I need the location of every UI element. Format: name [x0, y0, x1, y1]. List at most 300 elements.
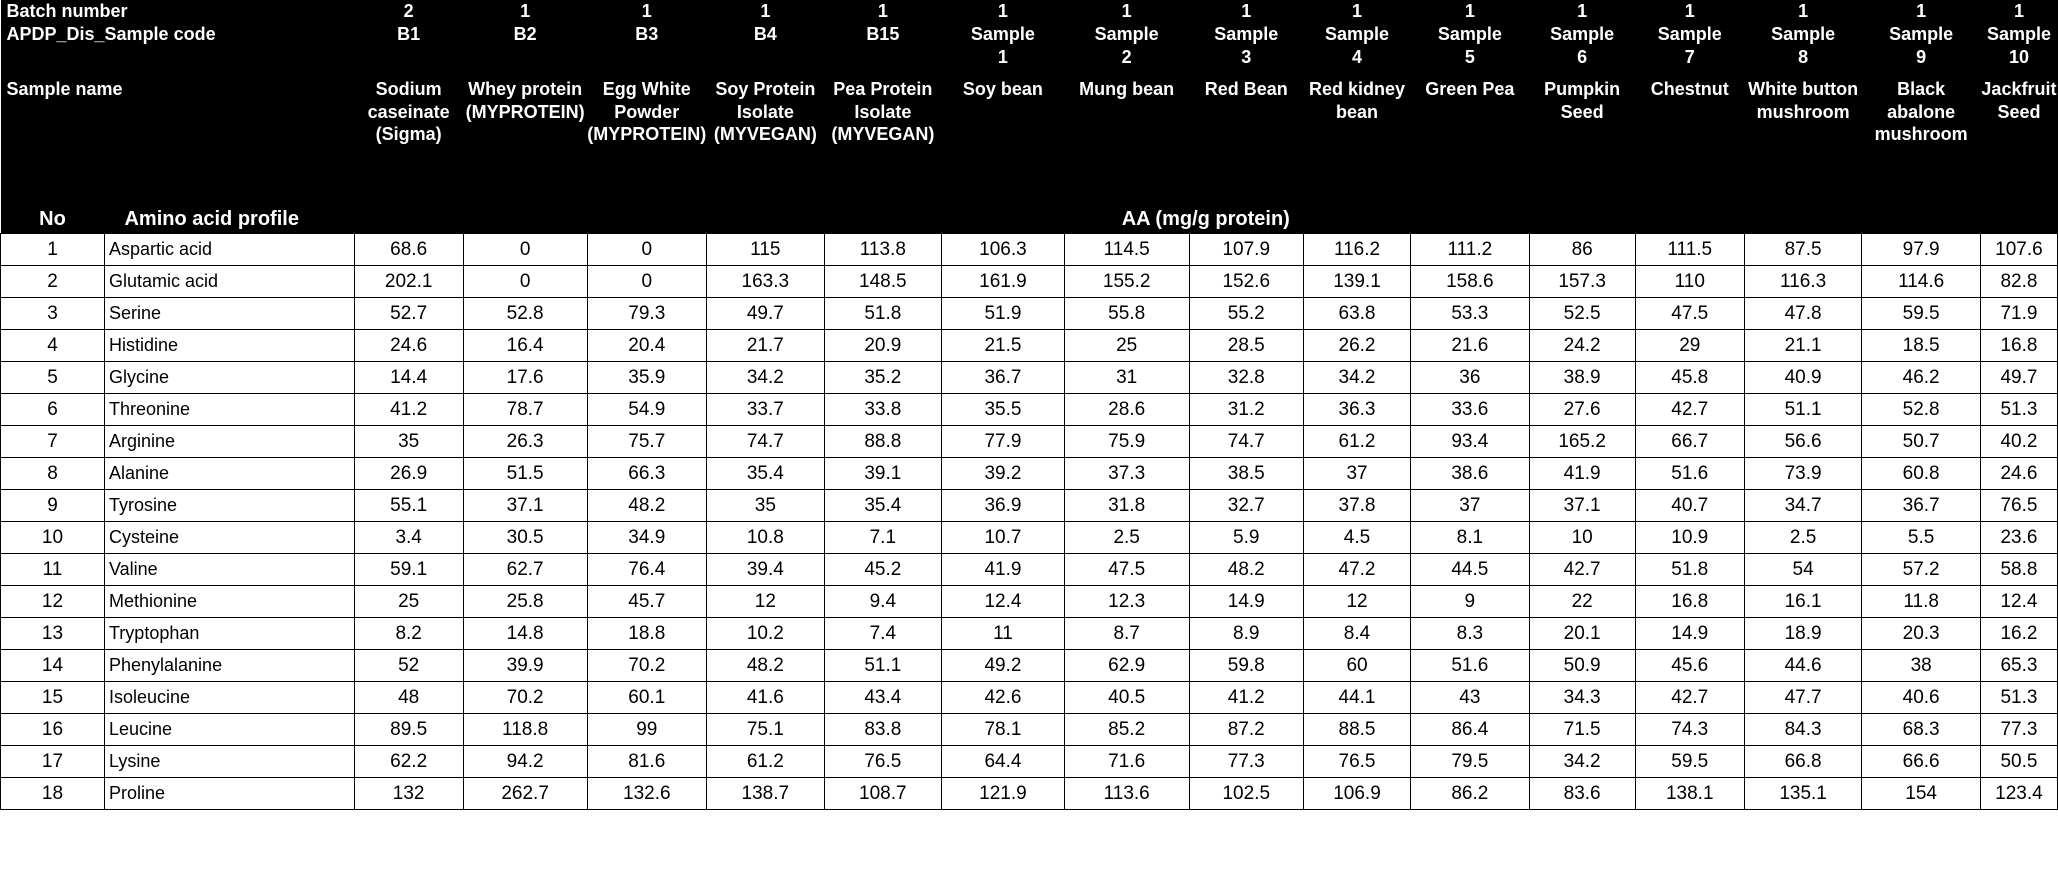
value-cell[interactable]: 71.5 [1529, 714, 1635, 746]
value-cell[interactable]: 56.6 [1744, 426, 1862, 458]
value-cell[interactable]: 52.7 [354, 298, 463, 330]
value-cell[interactable]: 116.2 [1303, 234, 1410, 266]
value-cell[interactable]: 58.8 [1980, 554, 2057, 586]
value-cell[interactable]: 35.2 [824, 362, 942, 394]
value-cell[interactable]: 14.9 [1635, 618, 1744, 650]
value-cell[interactable]: 107.6 [1980, 234, 2057, 266]
value-cell[interactable]: 107.9 [1189, 234, 1303, 266]
value-cell[interactable]: 74.7 [1189, 426, 1303, 458]
value-cell[interactable]: 135.1 [1744, 778, 1862, 810]
value-cell[interactable]: 59.8 [1189, 650, 1303, 682]
sample-name-cell: Black abalone mushroom [1862, 78, 1981, 208]
value-cell[interactable]: 7.1 [824, 522, 942, 554]
value-cell[interactable]: 63.8 [1303, 298, 1410, 330]
value-cell[interactable]: 86.2 [1411, 778, 1530, 810]
table-row[interactable] [1, 682, 2058, 714]
value-cell[interactable]: 78.1 [942, 714, 1065, 746]
value-cell[interactable]: 48.2 [707, 650, 825, 682]
value-cell[interactable]: 62.2 [354, 746, 463, 778]
value-cell[interactable]: 24.2 [1529, 330, 1635, 362]
value-cell[interactable]: 44.5 [1411, 554, 1530, 586]
value-cell[interactable]: 55.1 [354, 490, 463, 522]
value-cell[interactable]: 77.9 [942, 426, 1065, 458]
value-cell[interactable]: 73.9 [1744, 458, 1862, 490]
value-cell[interactable]: 50.9 [1529, 650, 1635, 682]
table-row[interactable] [1, 458, 2058, 490]
batch-number-cell: 2 [354, 0, 463, 23]
value-cell[interactable]: 14.4 [354, 362, 463, 394]
value-cell[interactable]: 66.7 [1635, 426, 1744, 458]
value-cell[interactable]: 132 [354, 778, 463, 810]
value-cell[interactable]: 152.6 [1189, 266, 1303, 298]
value-cell[interactable]: 20.1 [1529, 618, 1635, 650]
value-cell[interactable]: 0 [463, 266, 587, 298]
value-cell[interactable]: 9.4 [824, 586, 942, 618]
value-cell[interactable]: 23.6 [1980, 522, 2057, 554]
value-cell[interactable]: 0 [463, 234, 587, 266]
value-cell[interactable]: 97.9 [1862, 234, 1981, 266]
table-row[interactable] [1, 650, 2058, 682]
table-row[interactable] [1, 778, 2058, 810]
value-cell[interactable]: 37.1 [463, 490, 587, 522]
value-cell[interactable]: 40.9 [1744, 362, 1862, 394]
table-row[interactable] [1, 266, 2058, 298]
value-cell[interactable]: 10.2 [707, 618, 825, 650]
value-cell[interactable]: 106.9 [1303, 778, 1410, 810]
value-cell[interactable]: 36.7 [942, 362, 1065, 394]
value-cell[interactable]: 8.4 [1303, 618, 1410, 650]
value-cell[interactable]: 2.5 [1744, 522, 1862, 554]
value-cell[interactable]: 50.7 [1862, 426, 1981, 458]
value-cell[interactable]: 47.5 [1064, 554, 1189, 586]
value-cell[interactable]: 35 [707, 490, 825, 522]
value-cell[interactable]: 52.8 [1862, 394, 1981, 426]
value-cell[interactable]: 161.9 [942, 266, 1065, 298]
value-cell[interactable]: 32.7 [1189, 490, 1303, 522]
table-row[interactable] [1, 330, 2058, 362]
table-row[interactable] [1, 746, 2058, 778]
value-cell[interactable]: 39.1 [824, 458, 942, 490]
value-cell[interactable]: 48.2 [1189, 554, 1303, 586]
value-cell[interactable]: 25 [354, 586, 463, 618]
value-cell[interactable]: 20.4 [587, 330, 707, 362]
value-cell[interactable]: 24.6 [1980, 458, 2057, 490]
value-cell[interactable]: 66.6 [1862, 746, 1981, 778]
table-row[interactable] [1, 362, 2058, 394]
value-cell[interactable]: 2.5 [1064, 522, 1189, 554]
value-cell[interactable]: 34.9 [587, 522, 707, 554]
value-cell[interactable]: 37.1 [1529, 490, 1635, 522]
value-cell[interactable]: 123.4 [1980, 778, 2057, 810]
value-cell[interactable]: 22 [1529, 586, 1635, 618]
table-row[interactable] [1, 714, 2058, 746]
value-cell[interactable]: 42.7 [1635, 394, 1744, 426]
value-cell[interactable]: 41.9 [942, 554, 1065, 586]
value-cell[interactable]: 25.8 [463, 586, 587, 618]
value-cell[interactable]: 51.5 [463, 458, 587, 490]
value-cell[interactable]: 111.2 [1411, 234, 1530, 266]
value-cell[interactable]: 0 [587, 266, 707, 298]
value-cell[interactable]: 4.5 [1303, 522, 1410, 554]
value-cell[interactable]: 49.7 [1980, 362, 2057, 394]
value-cell[interactable]: 42.6 [942, 682, 1065, 714]
batch-number-cell: 1 [1303, 0, 1410, 23]
value-cell[interactable]: 57.2 [1862, 554, 1981, 586]
value-cell[interactable]: 76.5 [1303, 746, 1410, 778]
value-cell[interactable]: 62.7 [463, 554, 587, 586]
value-cell[interactable]: 45.6 [1635, 650, 1744, 682]
value-cell[interactable]: 31.2 [1189, 394, 1303, 426]
value-cell[interactable]: 27.6 [1529, 394, 1635, 426]
value-cell[interactable]: 85.2 [1064, 714, 1189, 746]
value-cell[interactable]: 37.3 [1064, 458, 1189, 490]
value-cell[interactable]: 43 [1411, 682, 1530, 714]
value-cell[interactable]: 16.8 [1635, 586, 1744, 618]
value-cell[interactable]: 35 [354, 426, 463, 458]
value-cell[interactable]: 26.3 [463, 426, 587, 458]
value-cell[interactable]: 81.6 [587, 746, 707, 778]
value-cell[interactable]: 75.1 [707, 714, 825, 746]
value-cell[interactable]: 47.5 [1635, 298, 1744, 330]
value-cell[interactable]: 12.4 [1980, 586, 2057, 618]
value-cell[interactable]: 33.6 [1411, 394, 1530, 426]
value-cell[interactable]: 51.8 [824, 298, 942, 330]
value-cell[interactable]: 34.7 [1744, 490, 1862, 522]
value-cell[interactable]: 157.3 [1529, 266, 1635, 298]
value-cell[interactable]: 155.2 [1064, 266, 1189, 298]
value-cell[interactable]: 79.3 [587, 298, 707, 330]
value-cell[interactable]: 48.2 [587, 490, 707, 522]
value-cell[interactable]: 55.8 [1064, 298, 1189, 330]
value-cell[interactable]: 65.3 [1980, 650, 2057, 682]
value-cell[interactable]: 40.7 [1635, 490, 1744, 522]
value-cell[interactable]: 34.2 [1303, 362, 1410, 394]
value-cell[interactable]: 8.7 [1064, 618, 1189, 650]
value-cell[interactable]: 16.8 [1980, 330, 2057, 362]
value-cell[interactable]: 66.3 [587, 458, 707, 490]
value-cell[interactable]: 83.8 [824, 714, 942, 746]
value-cell[interactable]: 5.9 [1189, 522, 1303, 554]
value-cell[interactable]: 5.5 [1862, 522, 1981, 554]
value-cell[interactable]: 76.5 [824, 746, 942, 778]
value-cell[interactable]: 28.5 [1189, 330, 1303, 362]
value-cell[interactable]: 148.5 [824, 266, 942, 298]
value-cell[interactable]: 89.5 [354, 714, 463, 746]
value-cell[interactable]: 75.9 [1064, 426, 1189, 458]
sample-name-cell: Green Pea [1411, 78, 1530, 208]
value-cell[interactable]: 46.2 [1862, 362, 1981, 394]
value-cell[interactable]: 83.6 [1529, 778, 1635, 810]
value-cell[interactable]: 60 [1303, 650, 1410, 682]
batch-number-cell: 1 [1744, 0, 1862, 23]
value-cell[interactable]: 21.1 [1744, 330, 1862, 362]
value-cell[interactable]: 82.8 [1980, 266, 2057, 298]
value-cell[interactable]: 33.7 [707, 394, 825, 426]
value-cell[interactable]: 40.6 [1862, 682, 1981, 714]
value-cell[interactable]: 41.2 [1189, 682, 1303, 714]
value-cell[interactable]: 71.6 [1064, 746, 1189, 778]
column-title-row [1, 208, 2058, 234]
value-cell[interactable]: 51.9 [942, 298, 1065, 330]
value-cell[interactable]: 50.5 [1980, 746, 2057, 778]
value-cell[interactable]: 76.5 [1980, 490, 2057, 522]
value-cell[interactable]: 34.2 [1529, 746, 1635, 778]
value-cell[interactable]: 49.7 [707, 298, 825, 330]
sample-code-cell: B2 [463, 23, 587, 46]
value-cell[interactable]: 64.4 [942, 746, 1065, 778]
table-row[interactable] [1, 426, 2058, 458]
value-cell[interactable]: 12 [1303, 586, 1410, 618]
value-cell[interactable]: 38.6 [1411, 458, 1530, 490]
value-cell[interactable]: 114.6 [1862, 266, 1981, 298]
value-cell[interactable]: 110 [1635, 266, 1744, 298]
amino-acid-name-cell: Tyrosine [104, 490, 354, 522]
sample-code-cell: B4 [707, 23, 825, 46]
value-cell[interactable]: 12.4 [942, 586, 1065, 618]
row-number-cell: 17 [1, 746, 105, 778]
value-cell[interactable]: 35.4 [707, 458, 825, 490]
value-cell[interactable]: 31 [1064, 362, 1189, 394]
value-cell[interactable]: 41.6 [707, 682, 825, 714]
value-cell[interactable]: 21.7 [707, 330, 825, 362]
value-cell[interactable]: 102.5 [1189, 778, 1303, 810]
value-cell[interactable]: 10.9 [1635, 522, 1744, 554]
table-row[interactable] [1, 394, 2058, 426]
value-cell[interactable]: 88.5 [1303, 714, 1410, 746]
value-cell[interactable]: 34.3 [1529, 682, 1635, 714]
value-cell[interactable]: 71.9 [1980, 298, 2057, 330]
value-cell[interactable]: 37.8 [1303, 490, 1410, 522]
value-cell[interactable]: 37 [1411, 490, 1530, 522]
value-cell[interactable]: 77.3 [1189, 746, 1303, 778]
table-row[interactable] [1, 234, 2058, 266]
value-cell[interactable]: 61.2 [1303, 426, 1410, 458]
value-cell[interactable]: 16.4 [463, 330, 587, 362]
value-cell[interactable]: 36.9 [942, 490, 1065, 522]
value-cell[interactable]: 59.5 [1635, 746, 1744, 778]
value-cell[interactable]: 138.7 [707, 778, 825, 810]
value-cell[interactable]: 86 [1529, 234, 1635, 266]
value-cell[interactable]: 75.7 [587, 426, 707, 458]
value-cell[interactable]: 8.9 [1189, 618, 1303, 650]
value-cell[interactable]: 59.1 [354, 554, 463, 586]
value-cell[interactable]: 12.3 [1064, 586, 1189, 618]
sample-code-number-row [1, 46, 2058, 78]
value-cell[interactable]: 52.5 [1529, 298, 1635, 330]
value-cell[interactable]: 94.2 [463, 746, 587, 778]
value-cell[interactable]: 202.1 [354, 266, 463, 298]
value-cell[interactable]: 77.3 [1980, 714, 2057, 746]
value-cell[interactable]: 40.2 [1980, 426, 2057, 458]
value-cell[interactable]: 9 [1411, 586, 1530, 618]
value-cell[interactable]: 3.4 [354, 522, 463, 554]
value-cell[interactable]: 42.7 [1529, 554, 1635, 586]
value-cell[interactable]: 39.2 [942, 458, 1065, 490]
value-cell[interactable]: 7.4 [824, 618, 942, 650]
value-cell[interactable]: 74.7 [707, 426, 825, 458]
value-cell[interactable]: 8.3 [1411, 618, 1530, 650]
value-cell[interactable]: 61.2 [707, 746, 825, 778]
value-cell[interactable]: 28.6 [1064, 394, 1189, 426]
value-cell[interactable]: 93.4 [1411, 426, 1530, 458]
value-cell[interactable]: 29 [1635, 330, 1744, 362]
table-row[interactable] [1, 554, 2058, 586]
value-cell[interactable]: 52 [354, 650, 463, 682]
value-cell[interactable]: 14.9 [1189, 586, 1303, 618]
value-cell[interactable]: 55.2 [1189, 298, 1303, 330]
value-cell[interactable]: 16.1 [1744, 586, 1862, 618]
value-cell[interactable]: 51.6 [1635, 458, 1744, 490]
value-cell[interactable]: 70.2 [463, 682, 587, 714]
value-cell[interactable]: 0 [587, 234, 707, 266]
value-cell[interactable]: 163.3 [707, 266, 825, 298]
value-cell[interactable]: 54.9 [587, 394, 707, 426]
value-cell[interactable]: 36.7 [1862, 490, 1981, 522]
value-cell[interactable]: 111.5 [1635, 234, 1744, 266]
value-cell[interactable]: 118.8 [463, 714, 587, 746]
value-cell[interactable]: 39.4 [707, 554, 825, 586]
value-cell[interactable]: 52.8 [463, 298, 587, 330]
value-cell[interactable]: 51.8 [1635, 554, 1744, 586]
value-cell[interactable]: 26.2 [1303, 330, 1410, 362]
table-row[interactable] [1, 522, 2058, 554]
value-cell[interactable]: 138.1 [1635, 778, 1744, 810]
value-cell[interactable]: 59.5 [1862, 298, 1981, 330]
table-row[interactable] [1, 490, 2058, 522]
value-cell[interactable]: 106.3 [942, 234, 1065, 266]
value-cell[interactable]: 36.3 [1303, 394, 1410, 426]
value-cell[interactable]: 44.1 [1303, 682, 1410, 714]
value-cell[interactable]: 116.3 [1744, 266, 1862, 298]
value-cell[interactable]: 47.2 [1303, 554, 1410, 586]
value-cell[interactable]: 32.8 [1189, 362, 1303, 394]
value-cell[interactable]: 12 [707, 586, 825, 618]
value-cell[interactable]: 47.8 [1744, 298, 1862, 330]
value-cell[interactable]: 54 [1744, 554, 1862, 586]
value-cell[interactable]: 34.2 [707, 362, 825, 394]
value-cell[interactable]: 8.1 [1411, 522, 1530, 554]
value-cell[interactable]: 87.2 [1189, 714, 1303, 746]
value-cell[interactable]: 60.8 [1862, 458, 1981, 490]
value-cell[interactable]: 43.4 [824, 682, 942, 714]
value-cell[interactable]: 44.6 [1744, 650, 1862, 682]
value-cell[interactable]: 139.1 [1303, 266, 1410, 298]
value-cell[interactable]: 70.2 [587, 650, 707, 682]
value-cell[interactable]: 21.6 [1411, 330, 1530, 362]
value-cell[interactable]: 33.8 [824, 394, 942, 426]
value-cell[interactable]: 38 [1862, 650, 1981, 682]
value-cell[interactable]: 113.8 [824, 234, 942, 266]
value-cell[interactable]: 113.6 [1064, 778, 1189, 810]
value-cell[interactable]: 18.5 [1862, 330, 1981, 362]
value-cell[interactable]: 84.3 [1744, 714, 1862, 746]
value-cell[interactable]: 87.5 [1744, 234, 1862, 266]
value-cell[interactable]: 25 [1064, 330, 1189, 362]
value-cell[interactable]: 18.9 [1744, 618, 1862, 650]
value-cell[interactable]: 38.5 [1189, 458, 1303, 490]
value-cell[interactable]: 158.6 [1411, 266, 1530, 298]
value-cell[interactable]: 8.2 [354, 618, 463, 650]
value-cell[interactable]: 21.5 [942, 330, 1065, 362]
value-cell[interactable]: 16.2 [1980, 618, 2057, 650]
value-cell[interactable]: 39.9 [463, 650, 587, 682]
value-cell[interactable]: 41.2 [354, 394, 463, 426]
value-cell[interactable]: 26.9 [354, 458, 463, 490]
value-cell[interactable]: 11.8 [1862, 586, 1981, 618]
value-cell[interactable]: 74.3 [1635, 714, 1744, 746]
value-cell[interactable]: 36 [1411, 362, 1530, 394]
value-cell[interactable]: 10.7 [942, 522, 1065, 554]
value-cell[interactable]: 24.6 [354, 330, 463, 362]
value-cell[interactable]: 37 [1303, 458, 1410, 490]
table-row[interactable] [1, 298, 2058, 330]
value-cell[interactable]: 47.7 [1744, 682, 1862, 714]
value-cell[interactable]: 20.9 [824, 330, 942, 362]
value-cell[interactable]: 45.7 [587, 586, 707, 618]
value-cell[interactable]: 40.5 [1064, 682, 1189, 714]
value-cell[interactable]: 10 [1529, 522, 1635, 554]
value-cell[interactable]: 262.7 [463, 778, 587, 810]
table-row[interactable] [1, 618, 2058, 650]
value-cell[interactable]: 66.8 [1744, 746, 1862, 778]
value-cell[interactable]: 49.2 [942, 650, 1065, 682]
value-cell[interactable]: 51.3 [1980, 394, 2057, 426]
value-cell[interactable]: 14.8 [463, 618, 587, 650]
value-cell[interactable]: 41.9 [1529, 458, 1635, 490]
value-cell[interactable]: 115 [707, 234, 825, 266]
value-cell[interactable]: 154 [1862, 778, 1981, 810]
value-cell[interactable]: 132.6 [587, 778, 707, 810]
value-cell[interactable]: 20.3 [1862, 618, 1981, 650]
value-cell[interactable]: 38.9 [1529, 362, 1635, 394]
value-cell[interactable]: 42.7 [1635, 682, 1744, 714]
value-cell[interactable]: 31.8 [1064, 490, 1189, 522]
table-row[interactable] [1, 586, 2058, 618]
value-cell[interactable]: 88.8 [824, 426, 942, 458]
value-cell[interactable]: 79.5 [1411, 746, 1530, 778]
value-cell[interactable]: 51.6 [1411, 650, 1530, 682]
value-cell[interactable]: 30.5 [463, 522, 587, 554]
value-cell[interactable]: 78.7 [463, 394, 587, 426]
value-cell[interactable]: 35.5 [942, 394, 1065, 426]
value-cell[interactable]: 45.8 [1635, 362, 1744, 394]
value-cell[interactable]: 51.1 [824, 650, 942, 682]
value-cell[interactable]: 108.7 [824, 778, 942, 810]
value-cell[interactable]: 35.4 [824, 490, 942, 522]
value-cell[interactable]: 11 [942, 618, 1065, 650]
value-cell[interactable]: 62.9 [1064, 650, 1189, 682]
value-cell[interactable]: 51.1 [1744, 394, 1862, 426]
value-cell[interactable]: 45.2 [824, 554, 942, 586]
value-cell[interactable]: 99 [587, 714, 707, 746]
value-cell[interactable]: 18.8 [587, 618, 707, 650]
value-cell[interactable]: 114.5 [1064, 234, 1189, 266]
value-cell[interactable]: 51.3 [1980, 682, 2057, 714]
value-cell[interactable]: 10.8 [707, 522, 825, 554]
value-cell[interactable]: 76.4 [587, 554, 707, 586]
value-cell[interactable]: 48 [354, 682, 463, 714]
batch-number-cell: 1 [1980, 0, 2057, 23]
value-cell[interactable]: 86.4 [1411, 714, 1530, 746]
value-cell[interactable]: 17.6 [463, 362, 587, 394]
value-cell[interactable]: 53.3 [1411, 298, 1530, 330]
value-cell[interactable]: 68.3 [1862, 714, 1981, 746]
value-cell[interactable]: 165.2 [1529, 426, 1635, 458]
value-cell[interactable]: 121.9 [942, 778, 1065, 810]
value-cell[interactable]: 68.6 [354, 234, 463, 266]
value-cell[interactable]: 35.9 [587, 362, 707, 394]
value-cell[interactable]: 60.1 [587, 682, 707, 714]
